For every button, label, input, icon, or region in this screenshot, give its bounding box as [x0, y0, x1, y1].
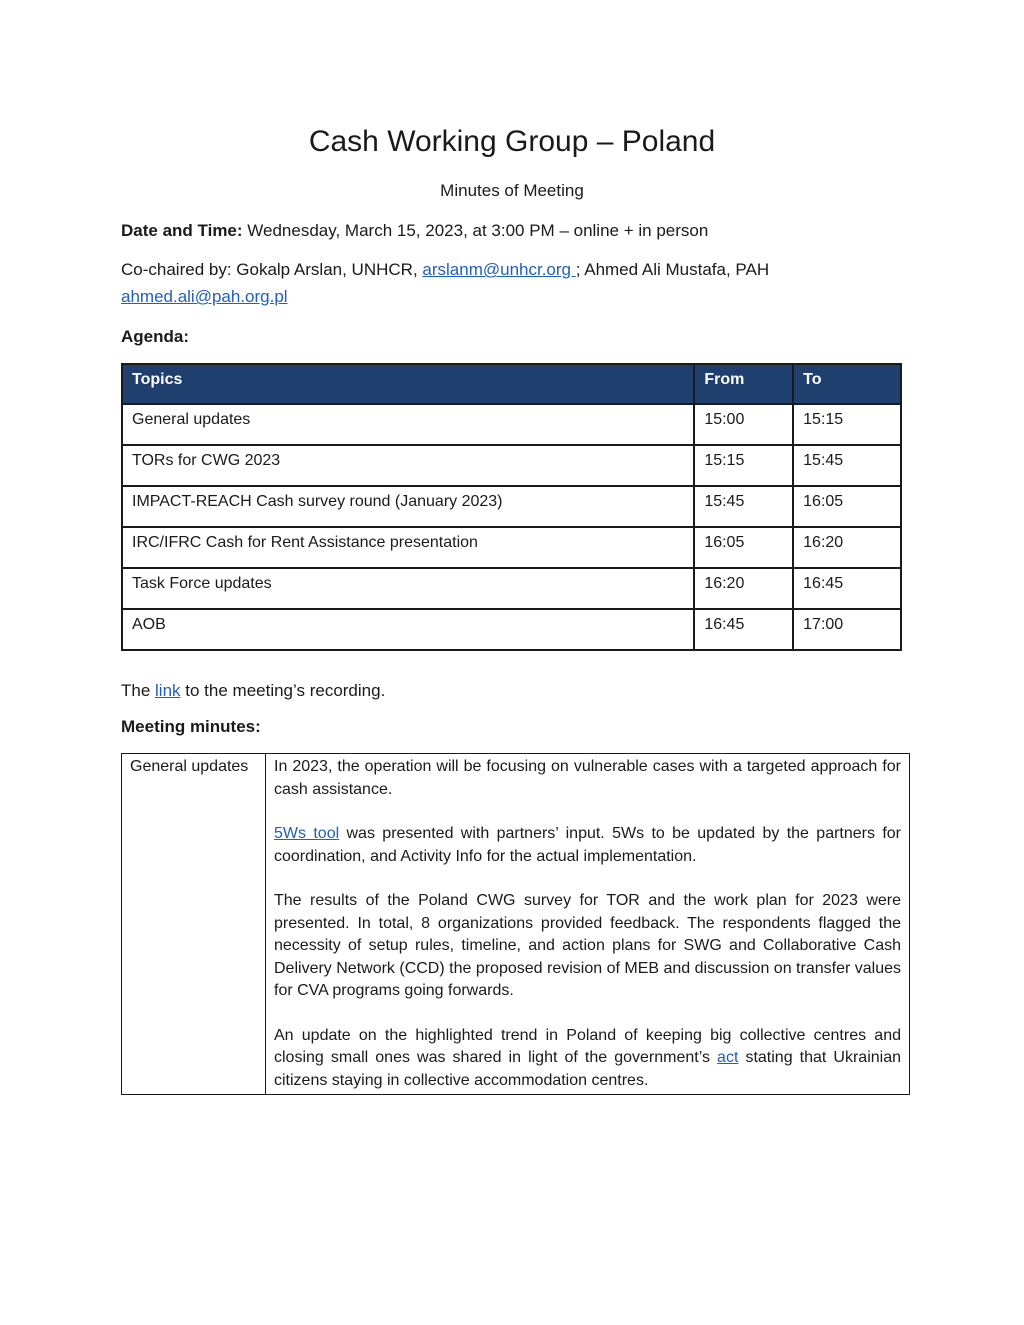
- agenda-header-topics: Topics: [122, 364, 694, 404]
- date-time-line: [121, 220, 708, 242]
- agenda-to: 16:45: [793, 568, 901, 609]
- minutes-paragraph: The results of the Poland CWG survey for TOR and the work plan for 2023 were presented. In total, 8 organizations provided feedback. The respondents flagged the necessity of setup rules, timeline, and action plans for SWG and Collaborative Cash Delivery Network (CCD) the proposed revision of MEB and discussion on transfer values for CVA programs going forwards.: [274, 892, 901, 999]
- minutes-paragraph-text: was presented with partners’ input. 5Ws to be updated by the partners for coordination, and Activity Info for the actual implementation.: [274, 825, 902, 865]
- agenda-header-to: To: [793, 364, 901, 404]
- cochairs-line: [121, 259, 769, 281]
- minutes-paragraph: [274, 823, 901, 868]
- date-time-value: Wednesday, March 15, 2023, at 3:00 PM – online + in person: [242, 221, 709, 240]
- agenda-to: 15:45: [793, 445, 901, 486]
- agenda-topic: IMPACT-REACH Cash survey round (January 2023): [122, 486, 694, 527]
- agenda-from: 16:20: [694, 568, 793, 609]
- agenda-row: [122, 404, 901, 445]
- minutes-row: [122, 754, 910, 1095]
- agenda-from: 16:45: [694, 609, 793, 650]
- minutes-paragraph: In 2023, the operation will be focusing on vulnerable cases with a targeted approach for cash assistance.: [274, 758, 901, 798]
- minutes-paragraph-text: stating that Ukrainian citizens staying in collective accommodation centres.: [274, 1049, 902, 1089]
- agenda-topic: AOB: [122, 609, 694, 650]
- agenda-row: [122, 568, 901, 609]
- agenda-header-from: From: [694, 364, 793, 404]
- agenda-heading: Agenda:: [121, 327, 189, 346]
- document-subtitle: Minutes of Meeting: [440, 181, 584, 200]
- recording-line: [121, 680, 385, 702]
- minutes-heading: Meeting minutes:: [121, 717, 261, 736]
- agenda-table: [121, 363, 902, 651]
- agenda-topic: General updates: [122, 404, 694, 445]
- email-link-pah[interactable]: ahmed.ali@pah.org.pl: [121, 287, 288, 306]
- email-link-unhcr[interactable]: arslanm@unhcr.org: [422, 260, 576, 279]
- cochairs-line-2: [121, 286, 288, 308]
- agenda-from: 15:45: [694, 486, 793, 527]
- cochairs-middle: ; Ahmed Ali Mustafa, PAH: [575, 260, 770, 279]
- act-link[interactable]: act: [717, 1049, 739, 1066]
- agenda-header-row: [122, 364, 901, 404]
- recording-link[interactable]: link: [155, 681, 181, 700]
- agenda-topic: Task Force updates: [122, 568, 694, 609]
- agenda-topic: TORs for CWG 2023: [122, 445, 694, 486]
- minutes-table: [121, 753, 910, 1095]
- agenda-from: 15:15: [694, 445, 793, 486]
- agenda-row: [122, 527, 901, 568]
- minutes-row-content: [266, 754, 910, 1095]
- minutes-paragraph: [274, 1025, 901, 1093]
- date-time-label: Date and Time:: [121, 221, 243, 240]
- agenda-topic: IRC/IFRC Cash for Rent Assistance presentation: [122, 527, 694, 568]
- agenda-from: 16:05: [694, 527, 793, 568]
- agenda-to: 17:00: [793, 609, 901, 650]
- minutes-paragraph-text: An update on the highlighted trend in Poland of keeping big collective centres and closing small ones was shared in light of the government’s: [274, 1026, 901, 1066]
- agenda-row: [122, 609, 901, 650]
- agenda-to: 16:20: [793, 527, 901, 568]
- recording-after: to the meeting’s recording.: [180, 681, 386, 700]
- recording-before: The: [121, 681, 156, 700]
- cochairs-prefix: Co-chaired by: Gokalp Arslan, UNHCR,: [121, 260, 423, 279]
- agenda-from: 15:00: [694, 404, 793, 445]
- minutes-row-label: General updates: [122, 754, 266, 1095]
- agenda-row: [122, 445, 901, 486]
- 5ws-tool-link[interactable]: 5Ws tool: [274, 825, 340, 842]
- agenda-to: 16:05: [793, 486, 901, 527]
- document-title: Cash Working Group – Poland: [308, 125, 716, 158]
- agenda-to: 15:15: [793, 404, 901, 445]
- agenda-row: [122, 486, 901, 527]
